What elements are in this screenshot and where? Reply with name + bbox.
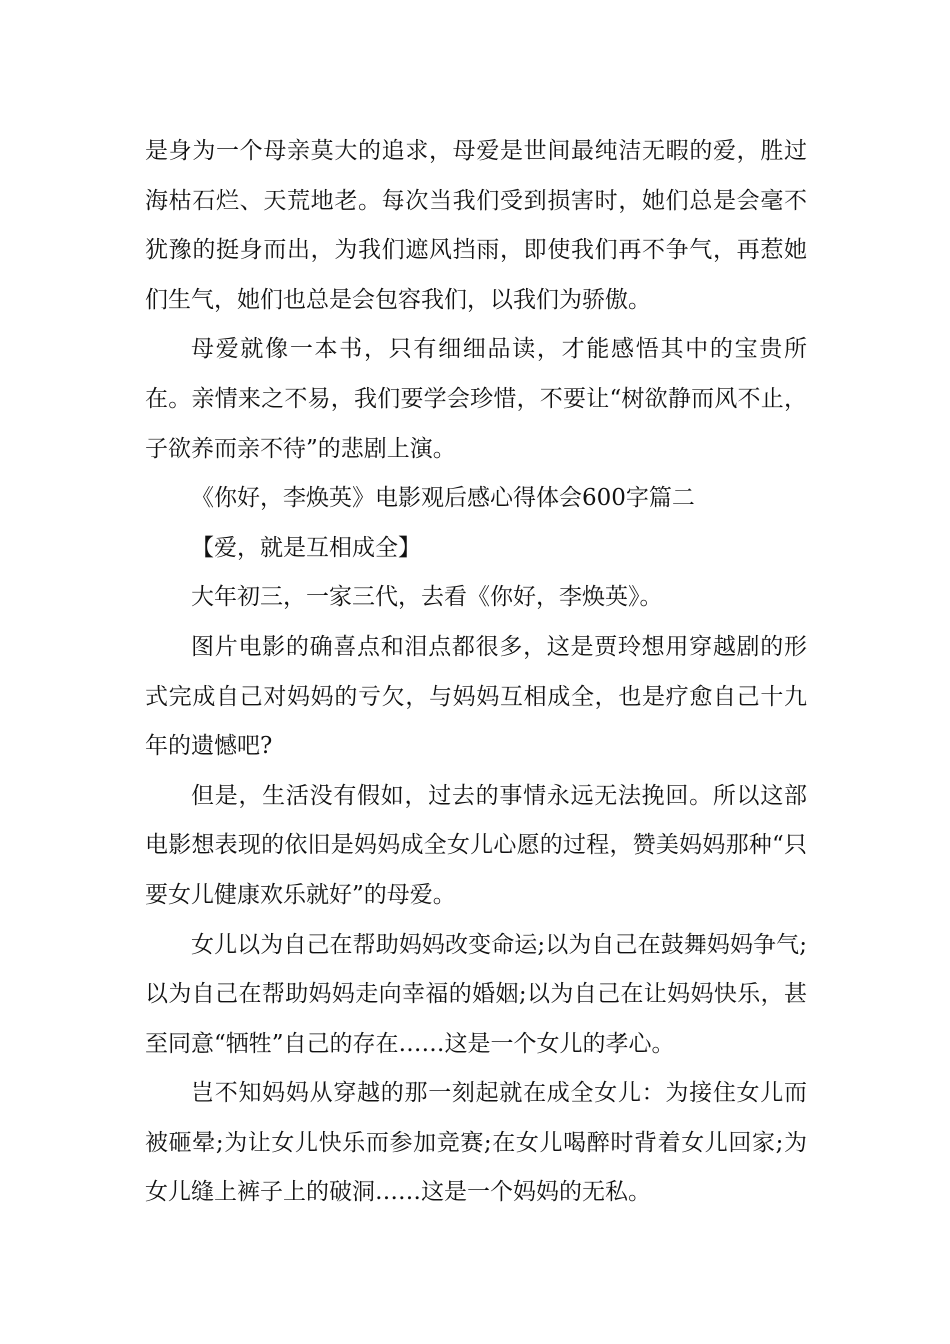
section-heading: 《你好，李焕英》电影观后感心得体会600字篇二 [191, 485, 695, 512]
paragraph: 母爱就像一本书，只有细细品读，才能感悟其中的宝贵所在。亲情来之不易，我们要学会珍惜，不要让“树欲静而风不止，子欲养而亲不待”的悲剧上演。 [145, 336, 807, 462]
paragraph: 岂不知妈妈从穿越的那一刻起就在成全女儿：为接住女儿而被砸晕;为让女儿快乐而参加竞赛;在女儿喝醉时背着女儿回家;为女儿缝上裤子上的破洞……这是一个妈妈的无私。 [145, 1080, 807, 1206]
paragraph: 图片电影的确喜点和泪点都很多，这是贾玲想用穿越剧的形式完成自己对妈妈的亏欠，与妈妈互相成全，也是疗愈自己十九年的遗憾吧? [145, 633, 807, 760]
document-body [145, 127, 807, 1218]
paragraph-continued: 是身为一个母亲莫大的追求，母爱是世间最纯洁无暇的爱，胜过海枯石烂、天荒地老。每次当我们受到损害时，她们总是会毫不犹豫的挺身而出，为我们遮风挡雨，即使我们再不争气，再惹她们生气，她们也总是会包容我们，以我们为骄傲。 [145, 138, 807, 313]
paragraph: 女儿以为自己在帮助妈妈改变命运;以为自己在鼓舞妈妈争气;以为自己在帮助妈妈走向幸福的婚姻;以为自己在让妈妈快乐，甚至同意“牺牲”自己的存在……这是一个女儿的孝心。 [145, 931, 807, 1057]
paragraph: 但是，生活没有假如，过去的事情永远无法挽回。所以这部电影想表现的依旧是妈妈成全女儿心愿的过程，赞美妈妈那种“只要女儿健康欢乐就好”的母爱。 [145, 782, 807, 908]
paragraph: 大年初三，一家三代，去看《你好，李焕英》。 [191, 584, 663, 611]
section-subtitle: 【爱，就是互相成全】 [191, 534, 421, 561]
